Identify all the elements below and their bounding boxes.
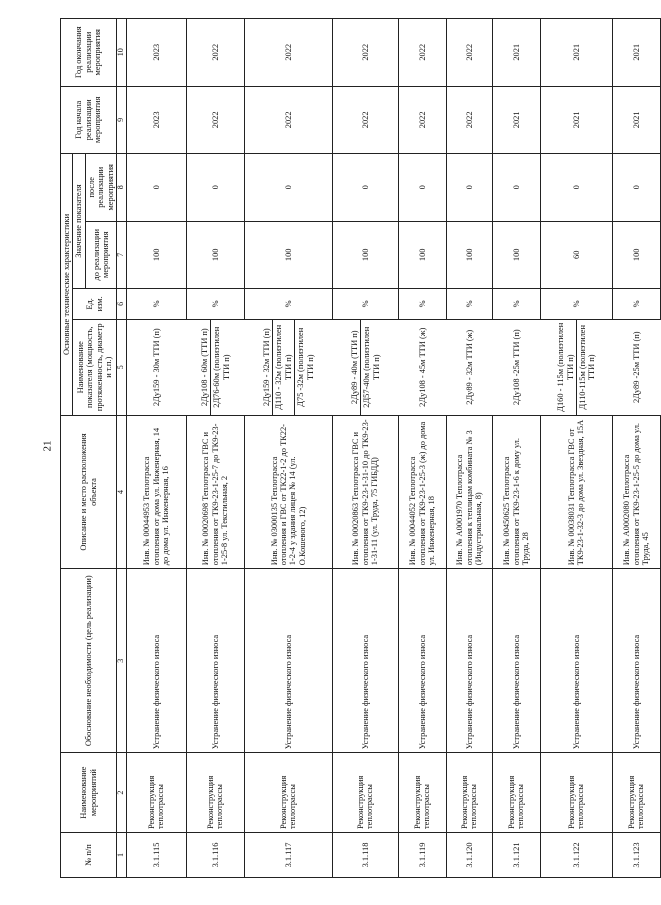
indicator-cell [186,319,244,415]
value-after: 0 [186,154,244,221]
indicator-cell [540,319,612,415]
header-reason: Обоснование необходимости (цель реализации) [61,569,117,753]
rotated-table-wrapper [60,18,651,878]
unit: % [186,289,244,320]
measure-name: Реконструкция теплотрассы [492,753,540,833]
unit: % [612,289,660,320]
measure-name: Реконструкция теплотрассы [126,753,186,833]
header-start: Год начала реализации мероприятия [61,86,117,153]
row-number: 3.1.121 [492,833,540,878]
start-year: 2021 [612,86,660,153]
start-year: 2022 [398,86,446,153]
object-description: Инв. № А0001970 Теплотрасса отопления к теплицам комбината № 3 (Индустриальная, 8) [446,415,492,568]
object-description: Инв. № А0002080 Теплотрасса отопления от ТК9-23-1-25-5 до дома ул. Труда, 45 [612,415,660,568]
table-row [492,19,540,878]
object-description: Инв. № 00038031 Теплотрасса ГВС от ТК9-23-1-32-3 до дома ул. Звездная, 15А [540,415,612,568]
value-after: 0 [540,154,612,221]
unit: % [446,289,492,320]
measure-name: Реконструкция теплотрассы [398,753,446,833]
header-unit: Ед. изм. [73,289,117,320]
column-number: 8 [117,154,127,221]
indicator-value: 2Ду89 - 40м (ТТИ п) [349,320,361,415]
start-year: 2022 [332,86,398,153]
object-description: Инв. № 00020698 Теплотрасса ГВС и отопления от ТК9-23-1-25-7 до ТК9-23-1-25-8 ул. Текстильная, 2 [186,415,244,568]
value-before: 100 [332,221,398,288]
header-before: до реализации мероприятия [85,221,116,288]
column-number: 1 [117,833,127,878]
column-number: 7 [117,221,127,288]
header-desc: Описание и место расположения объекта [61,415,117,568]
table-body [126,19,660,878]
row-number: 3.1.117 [244,833,332,878]
start-year: 2022 [186,86,244,153]
table-row [332,19,398,878]
column-number-row [117,19,127,878]
indicator-value: 2Ду89 -25м ТТИ (п) [631,331,641,404]
end-year: 2022 [446,19,492,87]
value-after: 0 [244,154,332,221]
indicator-value: 2Ду159 - 32м ТТИ (п) [261,320,273,415]
unit: % [126,289,186,320]
indicator-value: Д75 -32м (полиэтилен ТТИ п) [296,327,315,407]
row-number: 3.1.123 [612,833,660,878]
reason: Устранение физического износа [332,569,398,753]
reason: Устранение физического износа [398,569,446,753]
page-number: 21 [41,440,54,452]
start-year: 2021 [492,86,540,153]
row-number: 3.1.122 [540,833,612,878]
measure-name: Реконструкция теплотрассы [540,753,612,833]
indicator-cell [398,319,446,415]
value-after: 0 [492,154,540,221]
indicator-value: 2Ду159 - 30м ТТИ (п) [152,328,162,407]
indicator-cell [126,319,186,415]
table-row [398,19,446,878]
indicator-cell [612,319,660,415]
unit: % [492,289,540,320]
unit: % [332,289,398,320]
value-after: 0 [446,154,492,221]
table-row [540,19,612,878]
end-year: 2022 [244,19,332,87]
indicator-cell [492,319,540,415]
value-after: 0 [126,154,186,221]
reason: Устранение физического износа [244,569,332,753]
header-value: Значение показателя [73,154,85,289]
indicator-cell [332,319,398,415]
object-description: Инв. № 00044953 Теплотрасса отопления от дома ул. Инженерная, 14 до дома ул. Инженерная, 16 [126,415,186,568]
header-indicator: Наименование показателя (мощность, протяженность, диаметр и т.п.) [73,319,117,415]
end-year: 2021 [540,19,612,87]
measure-name: Реконструкция теплотрассы [244,753,332,833]
column-number: 4 [117,415,127,568]
column-number: 3 [117,569,127,753]
row-number: 3.1.118 [332,833,398,878]
value-after: 0 [612,154,660,221]
start-year: 2022 [446,86,492,153]
start-year: 2021 [540,86,612,153]
column-number: 6 [117,289,127,320]
value-after: 0 [332,154,398,221]
value-before: 100 [186,221,244,288]
start-year: 2022 [244,86,332,153]
indicator-value: 2Д57-40м (полиэтилен ТТИ п) [362,326,381,408]
indicator-value: 2Ду108 - 45м ТТИ (ж) [417,327,427,407]
row-number: 3.1.119 [398,833,446,878]
header-after: после реализации мероприятия [85,154,116,221]
row-number: 3.1.116 [186,833,244,878]
end-year: 2023 [126,19,186,87]
end-year: 2022 [186,19,244,87]
end-year: 2021 [492,19,540,87]
column-number: 9 [117,86,127,153]
measures-table [60,18,661,878]
value-before: 100 [126,221,186,288]
header-num: № п/п [61,833,117,878]
table-row [244,19,332,878]
indicator-value: 2Д76-60м (полиэтилен ТТИ п) [212,326,231,408]
reason: Устранение физического износа [540,569,612,753]
row-number: 3.1.120 [446,833,492,878]
object-description: Инв. № 03000135 Теплотрасса отопления и ГВС от ТК22-1-2 до ТК22-1-2-4 у здания лицея № 14 (ул. О.Кошевого, 12) [244,415,332,568]
column-number: 10 [117,19,127,87]
reason: Устранение физического износа [612,569,660,753]
end-year: 2022 [332,19,398,87]
reason: Устранение физического износа [186,569,244,753]
end-year: 2021 [612,19,660,87]
object-description: Инв. № 00020863 Теплотрасса ГВС и отопления от ТК9-23-1-31-10 до ТК9-23-1-31-11 (ул. Труда, 75 ГИБДД) [332,415,398,568]
value-after: 0 [398,154,446,221]
unit: % [244,289,332,320]
indicator-value: Д110-115м (полиэтилен ТТИ п) [577,324,597,410]
object-description: Инв. № 00450625 Теплотрасса отопления от ТК9-23-1-6 к дому ул. Труда, 28 [492,415,540,568]
table-row [446,19,492,878]
reason: Устранение физического износа [126,569,186,753]
indicator-cell [446,319,492,415]
indicator-value: Д110 - 32м (полиэтилен ТТИ п) [273,320,295,415]
measure-name: Реконструкция теплотрассы [446,753,492,833]
header-tech: Основные технические характеристики [61,154,73,416]
header-end: Год окончания реализации мероприятия [61,19,117,87]
end-year: 2022 [398,19,446,87]
reason: Устранение физического износа [492,569,540,753]
indicator-cell [244,319,332,415]
indicator-value: 2Ду89 - 32м ТТИ (ж) [464,329,474,405]
value-before: 100 [398,221,446,288]
column-number: 2 [117,753,127,833]
value-before: 100 [492,221,540,288]
value-before: 60 [540,221,612,288]
table-row [126,19,186,878]
value-before: 100 [244,221,332,288]
indicator-value: 2Ду108 - 60м (ТТИ п) [199,320,211,415]
start-year: 2023 [126,86,186,153]
header-name: Наименование мероприятий [61,753,117,833]
reason: Устранение физического износа [446,569,492,753]
unit: % [398,289,446,320]
table-row [612,19,660,878]
measure-name: Реконструкция теплотрассы [332,753,398,833]
object-description: Инв. № 00044052 Теплотрасса отопления от ТК9-23-1-25-3 (ж) до дома ул. Инженерная, 18 [398,415,446,568]
indicator-value: 2Ду108 -25м ТТИ (п) [511,329,521,406]
value-before: 100 [612,221,660,288]
value-before: 100 [446,221,492,288]
row-number: 3.1.115 [126,833,186,878]
table-row [186,19,244,878]
column-number: 5 [117,319,127,415]
indicator-value: Д160 - 115м (полиэтилен ТТИ п) [555,320,576,415]
measure-name: Реконструкция теплотрассы [612,753,660,833]
unit: % [540,289,612,320]
measure-name: Реконструкция теплотрассы [186,753,244,833]
